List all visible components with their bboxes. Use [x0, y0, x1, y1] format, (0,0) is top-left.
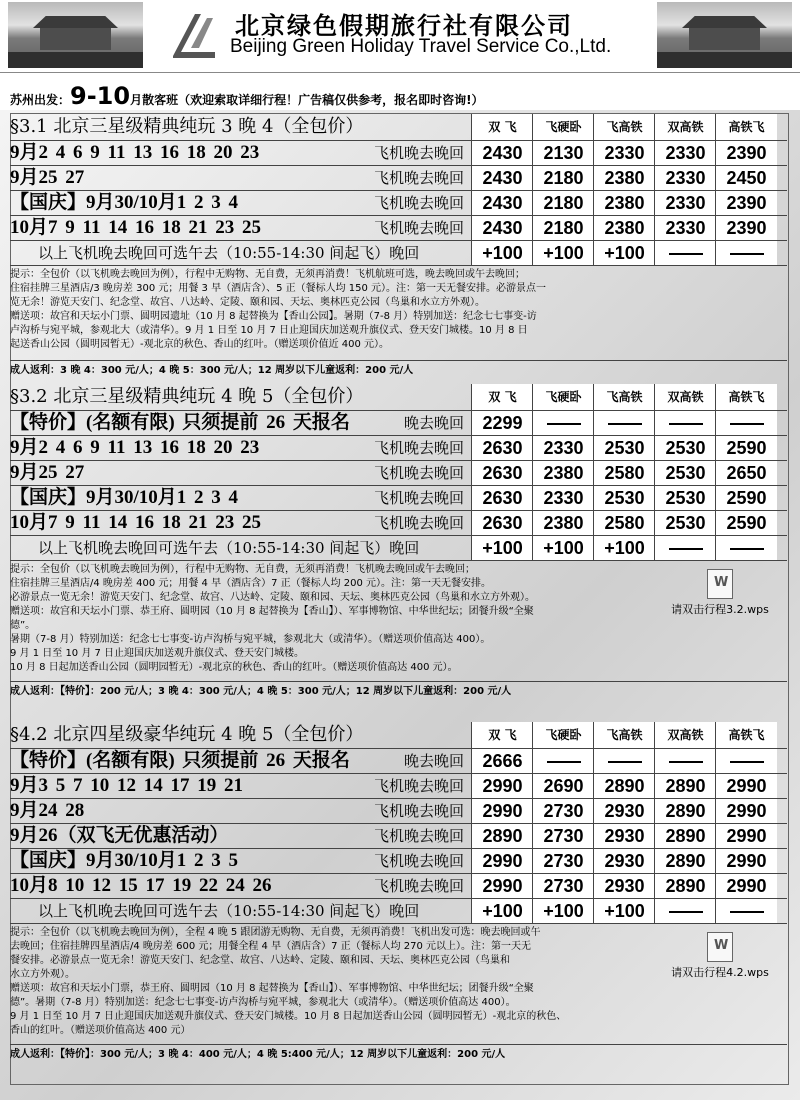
note-line: 餐安排。必游景点一览无余！游览天安门、纪念堂、故宫、八达岭、定陵、颐和园、天坛、奥林匹克公园（鸟巢和 — [10, 955, 510, 966]
price-cell: +100 — [532, 536, 594, 560]
price-cell: 2580 — [593, 511, 655, 535]
price-cell: 2930 — [593, 824, 655, 848]
departure-dates — [10, 436, 470, 460]
note-line: 9 月 1 日至 10 月 7 日止迎国庆加送观升旗仪式、登天安门城楼。10 月 8 日起加送香山公园（圆明园暂无）-观北京的秋色、 — [10, 1011, 567, 1022]
note-line: 览无余！游览天安门、纪念堂、故宫、八达岭、定陵、颐和园、天坛、奥林匹克公园（鸟巢和水立方外观）。 — [10, 297, 485, 308]
wps-file-icon — [707, 569, 733, 599]
dash-mark — [608, 761, 642, 763]
section-title: §4.2 北京四星级豪华纯玩 4 晚 5（全包价） — [10, 724, 364, 745]
price-cell: 2380 — [593, 166, 655, 190]
price-cell: 2590 — [715, 436, 777, 460]
page-header — [0, 0, 800, 73]
dash-mark — [669, 548, 703, 550]
note-line: 起送香山公园（圆明园暂无）-观北京的秋色、香山的红叶。（赠送项价值近 400 元）。 — [10, 339, 390, 350]
itinerary-notes — [10, 268, 787, 352]
price-cell: 2890 — [654, 849, 716, 873]
departure-dates — [10, 461, 470, 485]
banner-prefix: 苏州出发： — [10, 93, 71, 107]
tiananmen-photo — [657, 2, 792, 68]
wps-file-link[interactable] — [670, 932, 770, 980]
price-cell: 2730 — [532, 799, 594, 823]
column-header: 高铁飞 — [715, 722, 777, 748]
price-cell: +100 — [593, 241, 655, 265]
price-cell: 2180 — [532, 216, 594, 240]
price-cell: +100 — [471, 241, 533, 265]
price-cell: 2990 — [715, 874, 777, 898]
price-cell: 2630 — [471, 511, 533, 535]
transport-note: 晚去晚回 — [403, 414, 464, 432]
price-cell: 2990 — [715, 849, 777, 873]
wps-file-label: 请双击行程4.2.wps — [671, 966, 769, 979]
banner-text: 月散客班（欢迎索取详细行程！广告稿仅供参考，报名即时咨询!） — [130, 93, 484, 107]
price-row — [10, 436, 787, 461]
price-row — [10, 899, 787, 924]
price-cell: 2530 — [654, 511, 716, 535]
column-header: 飞高铁 — [593, 384, 655, 410]
dash-mark — [608, 423, 642, 425]
price-cell: 2330 — [593, 141, 655, 165]
note-line: 卢沟桥与宛平城，参观北大（或清华）。9 月 1 日至 10 月 7 日止迎国庆加送观升旗仪式、登天安门城楼。10 月 8 日 — [10, 325, 528, 336]
note-line: 提示：全包价（以飞机晚去晚回为例），全程 4 晚 5 跟团游无购物、无自费，无须再消费！飞机出发可选：晚去晚回或午 — [10, 927, 541, 938]
price-row — [10, 141, 787, 166]
section-header-row — [10, 722, 787, 749]
price-cell: 2380 — [593, 216, 655, 240]
price-row — [10, 191, 787, 216]
price-none — [532, 749, 594, 773]
dash-mark — [730, 761, 764, 763]
transport-note: 飞机晚去晚回 — [373, 852, 464, 870]
column-header: 飞硬卧 — [532, 722, 594, 748]
price-cell: +100 — [532, 899, 594, 923]
departure-dates — [10, 141, 470, 165]
price-cell: +100 — [471, 536, 533, 560]
price-cell: +100 — [593, 899, 655, 923]
departure-dates — [10, 486, 470, 510]
note-line: 住宿挂牌三星酒店/3 晚房差 300 元；用餐 3 早（酒店含）、5 正（餐标人均 150 元）。注：第一天无餐安排。必游景点一 — [10, 283, 547, 294]
price-row — [10, 241, 787, 266]
price-cell: 2890 — [654, 874, 716, 898]
price-cell: 2630 — [471, 486, 533, 510]
price-cell: 2730 — [532, 824, 594, 848]
price-cell: 2180 — [532, 166, 594, 190]
price-row — [10, 166, 787, 191]
note-line: 赠送项：故宫和天坛小门票、恭王府、圆明园（10 月 8 起替换为【香山】）、军事博物馆、中华世纪坛；团餐升级“全聚 — [10, 606, 534, 617]
price-cell: 2730 — [532, 874, 594, 898]
section-title: §3.1 北京三星级精典纯玩 3 晚 4（全包价） — [10, 116, 364, 137]
price-cell: 2930 — [593, 874, 655, 898]
price-cell: 2299 — [471, 411, 533, 435]
note-line: 9 月 1 日至 10 月 7 日止迎国庆加送观升旗仪式、登天安门城楼。 — [10, 648, 305, 659]
column-header: 双 飞 — [471, 114, 533, 140]
price-cell: 2390 — [715, 191, 777, 215]
price-cell: 2930 — [593, 799, 655, 823]
date-list: 9月26（双飞无优惠活动） — [10, 825, 229, 846]
date-list: 【国庆】9月30/10月1 2 3 4 — [10, 487, 239, 508]
price-row — [10, 511, 787, 536]
transport-note: 飞机晚去晚回 — [373, 464, 464, 482]
rebate-line: 成人返利：3 晚 4：300 元/人；4 晚 5：300 元/人；12 周岁以下儿童返利：200 元/人 — [10, 360, 787, 378]
price-cell: 2990 — [471, 799, 533, 823]
departure-dates — [10, 799, 470, 823]
price-none — [654, 749, 716, 773]
price-cell: 2990 — [715, 799, 777, 823]
transport-note: 飞机晚去晚回 — [373, 514, 464, 532]
transport-note: 飞机晚去晚回 — [373, 169, 464, 187]
transport-note: 飞机晚去晚回 — [373, 827, 464, 845]
note-line: 10 月 8 日起加送香山公园（圆明园暂无）-观北京的秋色、香山的红叶。（赠送项价值高达 400 元）。 — [10, 662, 458, 673]
departure-dates — [10, 191, 470, 215]
date-list: 10月7 9 11 14 16 18 21 23 25 — [10, 512, 261, 533]
date-list: 9月3 5 7 10 12 14 17 19 21 — [10, 775, 244, 796]
section-header-row — [10, 384, 787, 411]
price-cell: 2330 — [654, 191, 716, 215]
transport-note: 飞机晚去晚回 — [373, 144, 464, 162]
column-header: 双高铁 — [654, 722, 716, 748]
column-header: 高铁飞 — [715, 384, 777, 410]
dash-mark — [730, 911, 764, 913]
rebate-line: 成人返利：【特价】：200 元/人；3 晚 4：300 元/人；4 晚 5：300 元/人；12 周岁以下儿童返利：200 元/人 — [10, 681, 787, 699]
transport-note: 飞机晚去晚回 — [373, 194, 464, 212]
price-row — [10, 799, 787, 824]
price-cell: 2330 — [654, 216, 716, 240]
price-row — [10, 849, 787, 874]
date-list: 9月25 27 — [10, 462, 85, 483]
transport-note: 飞机晚去晚回 — [373, 802, 464, 820]
price-row — [10, 486, 787, 511]
date-list: 【国庆】9月30/10月1 2 3 4 — [10, 192, 239, 213]
departure-dates — [10, 874, 470, 898]
price-cell: 2330 — [654, 166, 716, 190]
column-header: 飞硬卧 — [532, 114, 594, 140]
date-list: 9月2 4 6 9 11 13 16 18 20 23 — [10, 437, 260, 458]
departure-banner — [10, 82, 484, 110]
price-cell: 2380 — [593, 191, 655, 215]
departure-dates — [10, 216, 470, 240]
company-name-cn: 北京绿色假期旅行社有限公司 — [235, 12, 573, 40]
column-header: 双高铁 — [654, 114, 716, 140]
price-cell: 2380 — [532, 461, 594, 485]
price-cell: 2630 — [471, 436, 533, 460]
price-none — [593, 411, 655, 435]
note-line: 必游景点一览无余！游览天安门、纪念堂、故宫、八达岭、定陵、颐和园、天坛、奥林匹克公园（鸟巢和水立方外观）。 — [10, 592, 535, 603]
note-line: 提示：全包价（以飞机晚去晚回为例），行程中无购物、无自费，无须再消费！飞机航班可选，晚去晚回或午去晚回； — [10, 269, 525, 280]
price-cell: 2990 — [471, 849, 533, 873]
price-cell: 2430 — [471, 216, 533, 240]
section-title: §3.2 北京三星级精典纯玩 4 晚 5（全包价） — [10, 386, 364, 407]
date-list: 9月24 28 — [10, 800, 85, 821]
transport-note: 飞机晚去晚回 — [373, 439, 464, 457]
price-cell: 2890 — [654, 799, 716, 823]
price-cell: 2990 — [471, 874, 533, 898]
departure-dates — [10, 411, 470, 435]
transport-note: 飞机晚去晚回 — [373, 219, 464, 237]
date-list: 【国庆】9月30/10月1 2 3 5 — [10, 850, 239, 871]
date-list: 【特价】(名额有限) 只须提前 26 天报名 — [10, 750, 350, 771]
price-cell: +100 — [471, 899, 533, 923]
note-line: 德”。暑期（7-8 月）特别加送：纪念七七事变-访卢沟桥与宛平城，参观北大（或清华）。（赠送项价值高达 400）。 — [10, 997, 516, 1008]
note-line: 香山的红叶。（赠送项价值高达 400 元） — [10, 1025, 191, 1036]
note-line: 住宿挂牌三星酒店/4 晚房差 400 元；用餐 4 早（酒店含）7 正（餐标人均 200 元）。注：第一天无餐安排。 — [10, 578, 492, 589]
price-cell: 2530 — [593, 486, 655, 510]
price-none — [532, 411, 594, 435]
note-line: 暑期（7-8 月）特别加送：纪念七七事变-访卢沟桥与宛平城，参观北大（或清华）。（赠送项价值高达 400）。 — [10, 634, 491, 645]
dash-mark — [669, 423, 703, 425]
price-cell: 2380 — [532, 511, 594, 535]
note-line: 德”。 — [10, 620, 36, 631]
price-cell: 2930 — [593, 849, 655, 873]
price-cell: 2580 — [593, 461, 655, 485]
price-row — [10, 824, 787, 849]
price-row — [10, 536, 787, 561]
dash-mark — [669, 253, 703, 255]
banner-months: 9-10 — [70, 82, 131, 110]
rebate-line: 成人返利：【特价】：300 元/人；3 晚 4：400 元/人；4 晚 5:400 元/人；12 周岁以下儿童返利：200 元/人 — [10, 1044, 787, 1062]
transport-note: 飞机晚去晚回 — [373, 489, 464, 507]
note-line: 水立方外观）。 — [10, 969, 75, 980]
date-list: 9月2 4 6 9 11 13 16 18 20 23 — [10, 142, 260, 163]
price-row — [10, 774, 787, 799]
column-header: 双 飞 — [471, 384, 533, 410]
price-cell: 2130 — [532, 141, 594, 165]
price-cell: 2690 — [532, 774, 594, 798]
date-list: 9月25 27 — [10, 167, 85, 188]
price-cell: 2990 — [471, 774, 533, 798]
price-row — [10, 216, 787, 241]
transport-note: 晚去晚回 — [403, 752, 464, 770]
note-line: 赠送项：故宫和天坛小门票、圆明园遗址（10 月 8 起替换为【香山公园】。暑期（7-8 月）特别加送：纪念七七事变-访 — [10, 311, 537, 322]
price-none — [654, 536, 716, 560]
price-none — [715, 749, 777, 773]
column-header: 双 飞 — [471, 722, 533, 748]
itinerary-notes — [10, 926, 670, 1038]
departure-dates: 以上飞机晚去晚回可选午去（10:55-14:30 间起飞）晚回 — [38, 244, 420, 262]
itinerary-notes — [10, 563, 670, 675]
note-line: 提示：全包价（以飞机晚去晚回为例），行程中无购物、无自费，无须再消费！飞机晚去晚回或午去晚回； — [10, 564, 475, 575]
price-cell: 2890 — [654, 824, 716, 848]
price-cell: 2650 — [715, 461, 777, 485]
price-cell: 2730 — [532, 849, 594, 873]
departure-dates — [10, 511, 470, 535]
departure-dates — [10, 849, 470, 873]
note-line: 赠送项：故宫和天坛小门票，恭王府、圆明园（10 月 8 起替换为【香山】）、军事博物馆、中华世纪坛；团餐升级“全聚 — [10, 983, 534, 994]
price-none — [715, 536, 777, 560]
transport-note: 飞机晚去晚回 — [373, 777, 464, 795]
price-cell: 2530 — [654, 486, 716, 510]
price-cell: 2666 — [471, 749, 533, 773]
dash-mark — [547, 761, 581, 763]
departure-dates — [10, 824, 470, 848]
price-cell: 2630 — [471, 461, 533, 485]
price-cell: 2330 — [532, 436, 594, 460]
price-cell: 2990 — [715, 824, 777, 848]
dash-mark — [730, 548, 764, 550]
price-cell: 2180 — [532, 191, 594, 215]
price-cell: 2390 — [715, 216, 777, 240]
column-header: 飞高铁 — [593, 114, 655, 140]
company-name-en: Beijing Green Holiday Travel Service Co.,Ltd. — [230, 36, 612, 57]
price-cell: 2330 — [532, 486, 594, 510]
price-cell: 2390 — [715, 141, 777, 165]
departure-dates — [10, 166, 470, 190]
price-cell: 2430 — [471, 166, 533, 190]
price-cell: 2450 — [715, 166, 777, 190]
price-cell: 2990 — [715, 774, 777, 798]
departure-dates — [10, 749, 470, 773]
price-row — [10, 411, 787, 436]
price-none — [593, 749, 655, 773]
price-cell: +100 — [593, 536, 655, 560]
dash-mark — [669, 911, 703, 913]
departure-dates — [10, 774, 470, 798]
price-none — [654, 411, 716, 435]
dash-mark — [730, 253, 764, 255]
price-none — [715, 899, 777, 923]
date-list: 【特价】(名额有限) 只须提前 26 天报名 — [10, 412, 350, 433]
price-cell: 2590 — [715, 486, 777, 510]
dash-mark — [669, 761, 703, 763]
price-none — [654, 899, 716, 923]
dash-mark — [547, 423, 581, 425]
column-header: 飞硬卧 — [532, 384, 594, 410]
price-none — [654, 241, 716, 265]
price-row — [10, 749, 787, 774]
column-header: 双高铁 — [654, 384, 716, 410]
price-cell: +100 — [532, 241, 594, 265]
wps-file-label: 请双击行程3.2.wps — [671, 603, 769, 616]
wps-file-icon — [707, 932, 733, 962]
date-list: 10月7 9 11 14 16 18 21 23 25 — [10, 217, 261, 238]
price-row — [10, 874, 787, 899]
transport-note: 飞机晚去晚回 — [373, 877, 464, 895]
departure-dates: 以上飞机晚去晚回可选午去（10:55-14:30 间起飞）晚回 — [38, 902, 420, 920]
price-cell: 2530 — [654, 436, 716, 460]
company-logo-icon — [165, 8, 220, 63]
price-none — [715, 411, 777, 435]
forbidden-city-photo — [8, 2, 143, 68]
departure-dates: 以上飞机晚去晚回可选午去（10:55-14:30 间起飞）晚回 — [38, 539, 420, 557]
price-none — [715, 241, 777, 265]
column-header: 高铁飞 — [715, 114, 777, 140]
price-cell: 2890 — [593, 774, 655, 798]
date-list: 10月8 10 12 15 17 19 22 24 26 — [10, 875, 272, 896]
price-cell: 2590 — [715, 511, 777, 535]
price-cell: 2430 — [471, 141, 533, 165]
note-line: 去晚回；住宿挂牌四星酒店/4 晚房差 600 元；用餐全程 4 早（酒店含）7 正（餐标人均 270 元以上）。注：第一天无 — [10, 941, 532, 952]
price-cell: 2430 — [471, 191, 533, 215]
price-cell: 2530 — [654, 461, 716, 485]
dash-mark — [730, 423, 764, 425]
price-cell: 2890 — [654, 774, 716, 798]
wps-file-link[interactable] — [670, 569, 770, 617]
price-cell: 2530 — [593, 436, 655, 460]
column-header: 飞高铁 — [593, 722, 655, 748]
price-cell: 2890 — [471, 824, 533, 848]
price-row — [10, 461, 787, 486]
section-header-row — [10, 114, 787, 141]
price-cell: 2330 — [654, 141, 716, 165]
